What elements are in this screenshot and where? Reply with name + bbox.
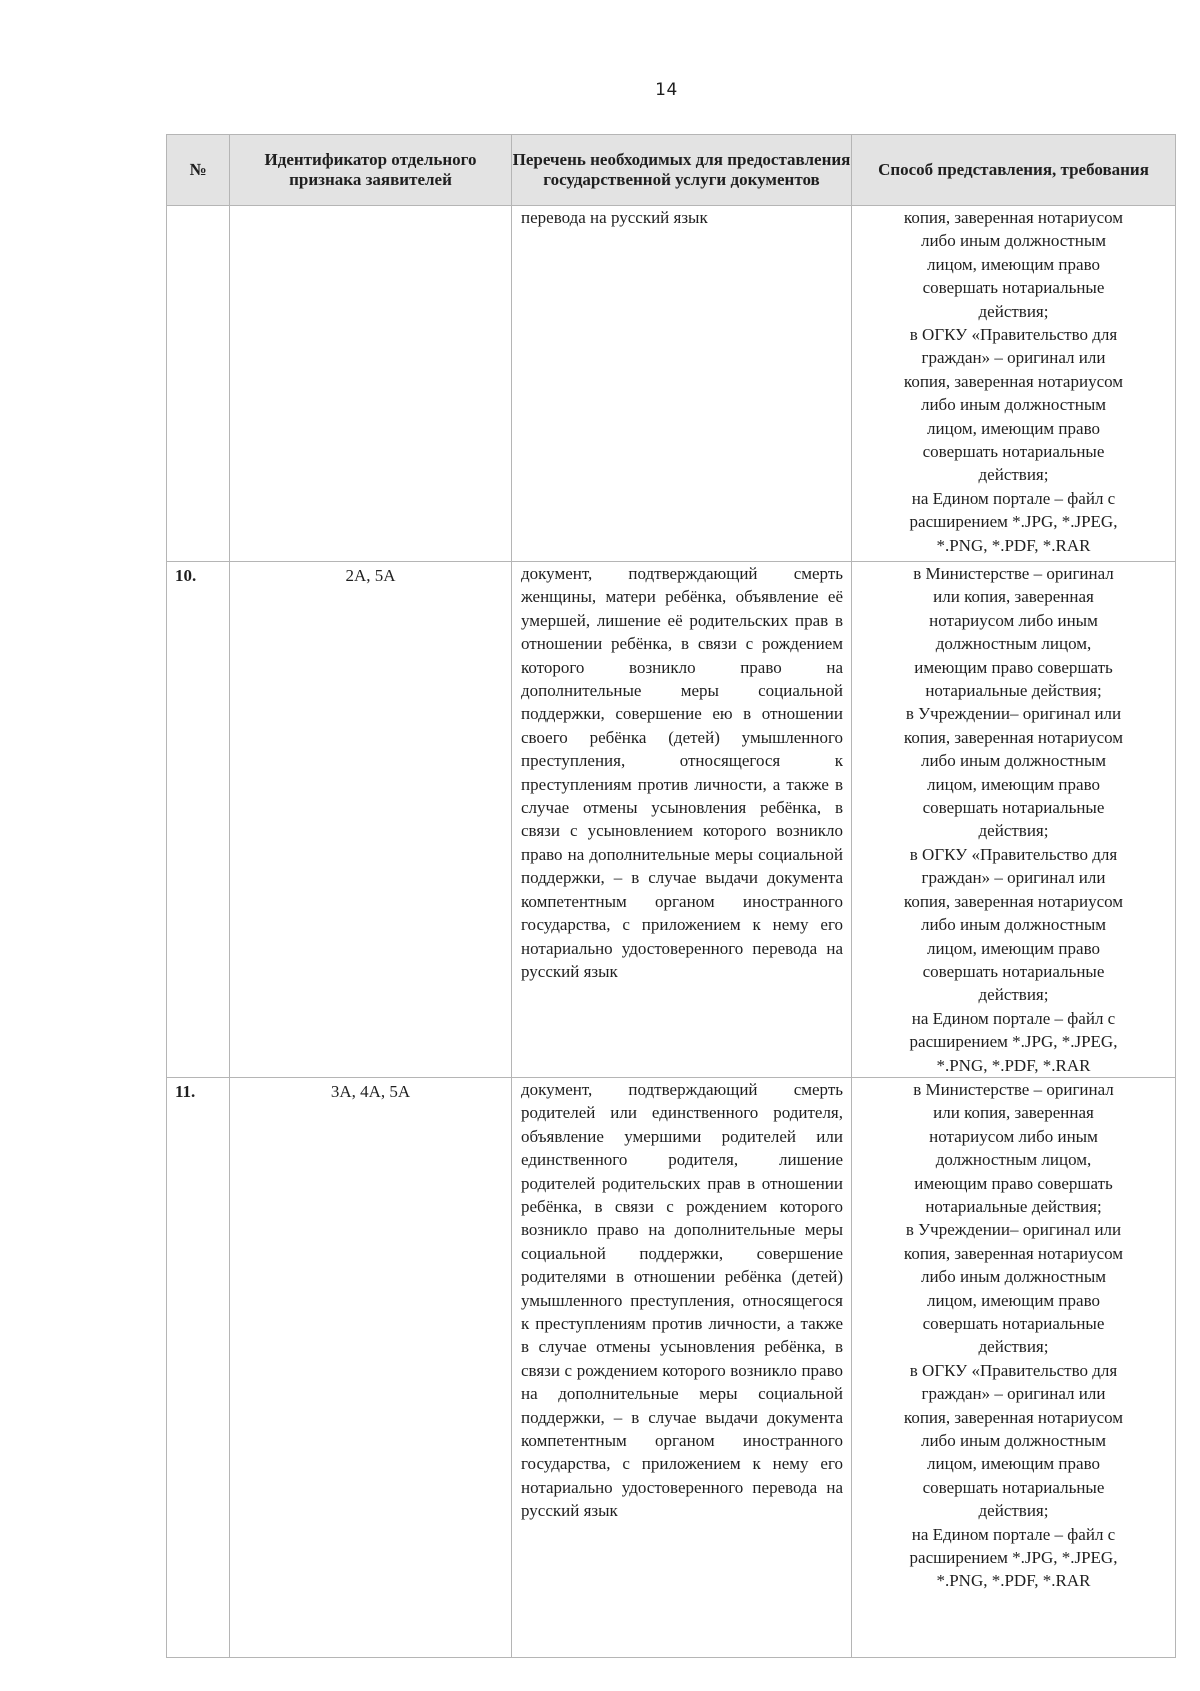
header-identifier: Идентификатор отдельного признака заявителей xyxy=(230,135,512,206)
row-documents: документ, подтверждающий смерть родителей или единственного родителя, объявление умершими родителей или единственного родителя, лишение родителей родительских прав в отношении ребёнка, в связи с рождением которого возникло право на дополнительные меры социальной поддержки, совершение родителями в отношении ребёнка (детей) умышленного преступления, относящегося к преступлениям против личности, а также в случае отмены усыновления ребёнка, в связи с рождением которого возникло право на дополнительные меры социальной поддержки, – в случае выдачи документа компетентным органом иностранного государства, с приложением к нему его нотариально удостоверенного перевода на русский язык xyxy=(512,1077,852,1657)
table-row xyxy=(167,1077,1176,1657)
table-row xyxy=(167,206,1176,562)
row-method: в Министерстве – оригинал или копия, заверенная нотариусом либо иным должностным лицом, имеющим право совершать нотариальные действия; в Учреждении– оригинал или копия, заверенная нотариусом либо иным должностным лицом, имеющим право совершать нотариальные действия; в ОГКУ «Правительство для граждан» – оригинал или копия, заверенная нотариусом либо иным должностным лицом, имеющим право совершать нотариальные действия; на Едином портале – файл с расширением *.JPG, *.JPEG, *.PNG, *.PDF, *.RAR xyxy=(852,1077,1176,1657)
row-documents: перевода на русский язык xyxy=(512,206,852,562)
page-number: 14 xyxy=(655,80,678,100)
row-method: копия, заверенная нотариусом либо иным должностным лицом, имеющим право совершать нотариальные действия; в ОГКУ «Правительство для граждан» – оригинал или копия, заверенная нотариусом либо иным должностным лицом, имеющим право совершать нотариальные действия; на Едином портале – файл с расширением *.JPG, *.JPEG, *.PNG, *.PDF, *.RAR xyxy=(852,206,1176,562)
row-identifier xyxy=(230,206,512,562)
row-identifier: 2А, 5А xyxy=(230,562,512,1078)
row-documents: документ, подтверждающий смерть женщины, матери ребёнка, объявление её умершей, лишение её родительских прав в отношении ребёнка, в связи с рождением которого возникло право на дополнительные меры социальной поддержки, совершение ею в отношении своего ребёнка (детей) умышленного преступления, относящегося к преступлениям против личности, а также в случае отмены усыновления ребёнка, в связи с усыновлением которого возникло право на дополнительные меры социальной поддержки, – в случае выдачи документа компетентным органом иностранного государства, с приложением к нему его нотариально удостоверенного перевода на русский язык xyxy=(512,562,852,1078)
documents-table xyxy=(166,134,1176,1658)
row-identifier: 3А, 4А, 5А xyxy=(230,1077,512,1657)
row-number xyxy=(167,206,230,562)
row-method: в Министерстве – оригинал или копия, заверенная нотариусом либо иным должностным лицом, имеющим право совершать нотариальные действия; в Учреждении– оригинал или копия, заверенная нотариусом либо иным должностным лицом, имеющим право совершать нотариальные действия; в ОГКУ «Правительство для граждан» – оригинал или копия, заверенная нотариусом либо иным должностным лицом, имеющим право совершать нотариальные действия; на Едином портале – файл с расширением *.JPG, *.JPEG, *.PNG, *.PDF, *.RAR xyxy=(852,562,1176,1078)
row-number: 11. xyxy=(167,1077,230,1657)
table-header-row xyxy=(167,135,1176,206)
table-row xyxy=(167,562,1176,1078)
header-number: № xyxy=(167,135,230,206)
header-documents: Перечень необходимых для предоставления государственной услуги документов xyxy=(512,135,852,206)
row-number: 10. xyxy=(167,562,230,1078)
header-method: Способ представления, требования xyxy=(852,135,1176,206)
